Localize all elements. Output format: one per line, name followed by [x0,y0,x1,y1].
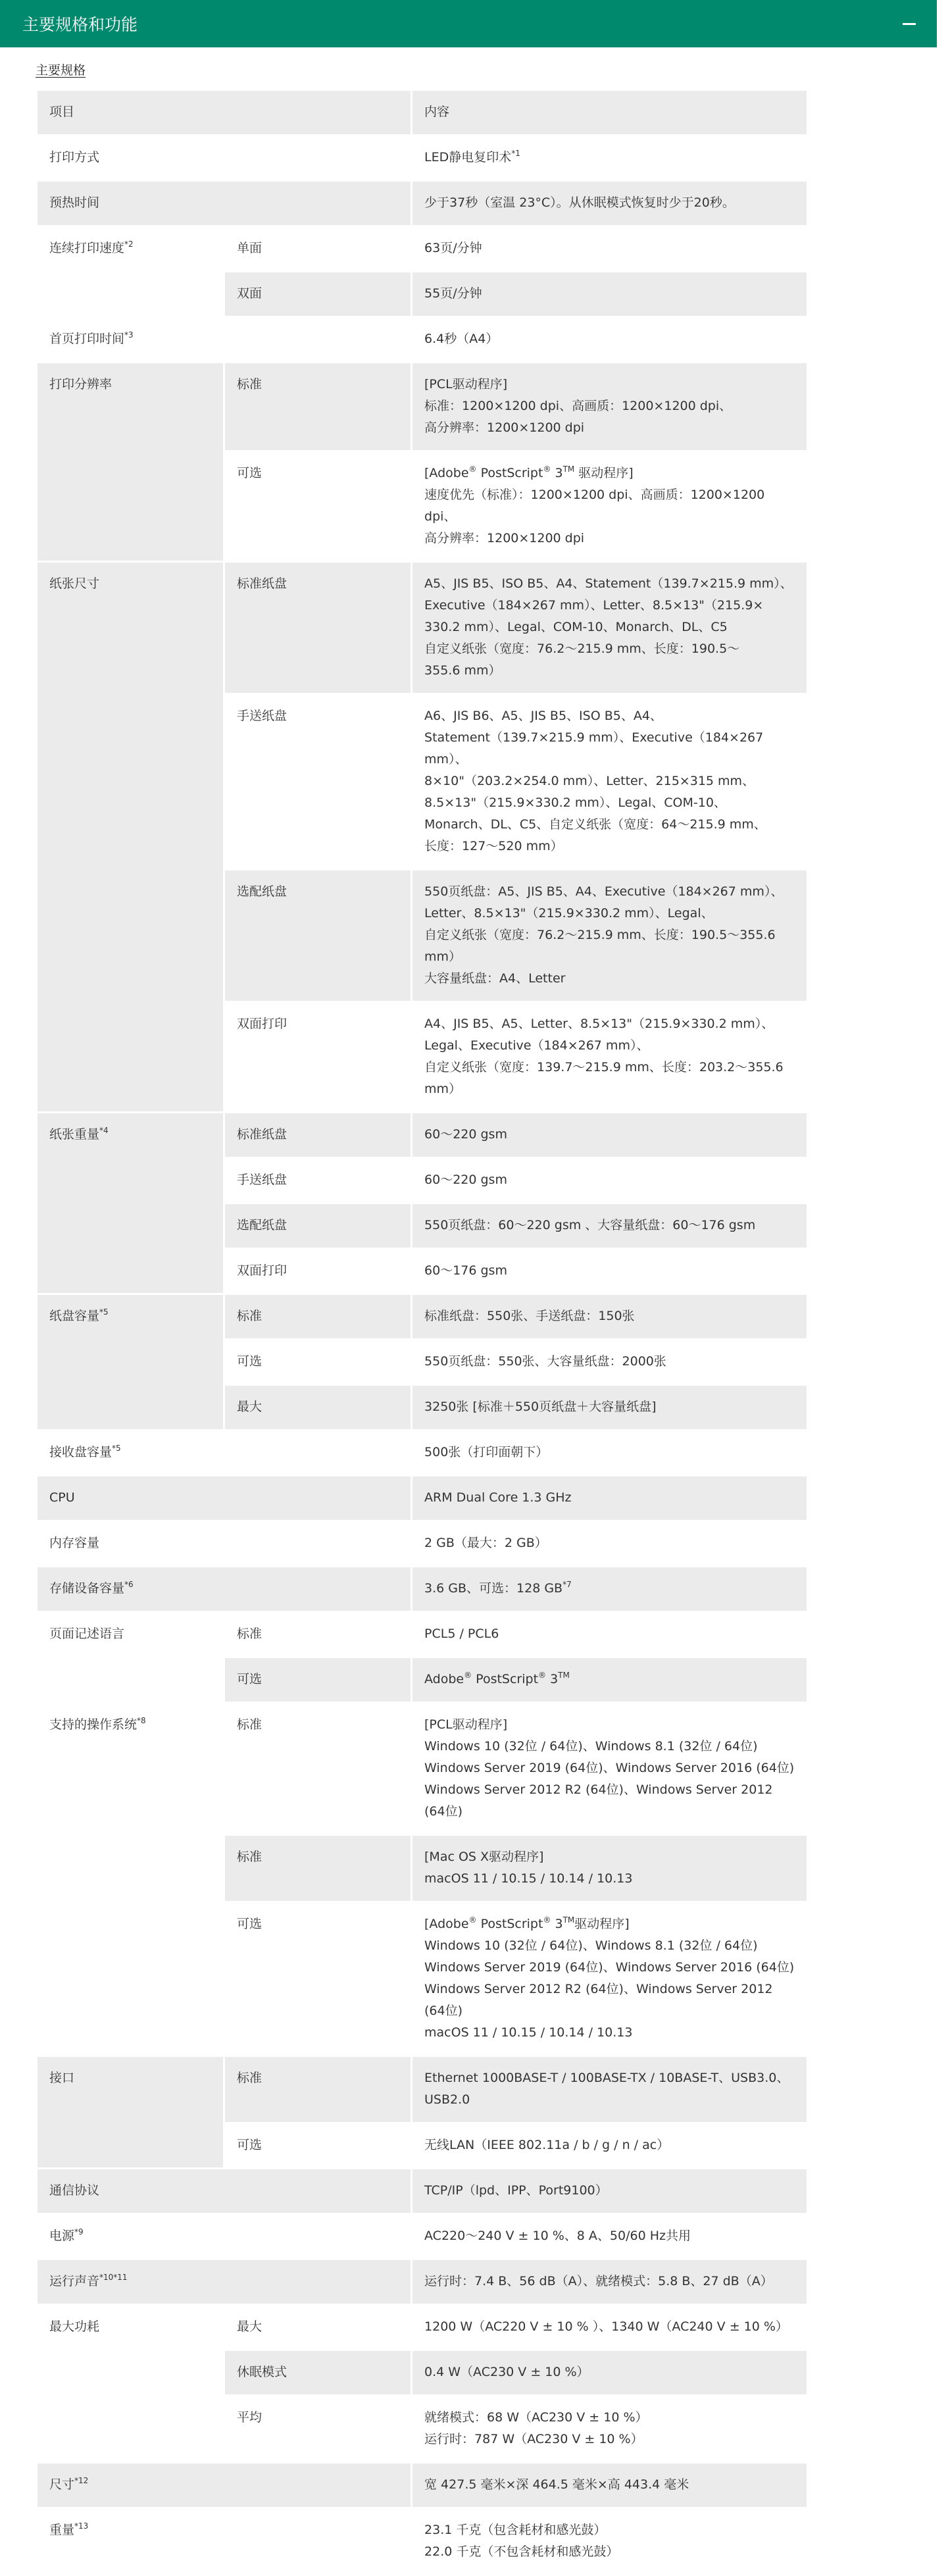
row-value: 60～220 gsm [412,1113,808,1158]
row-value: 60～220 gsm [412,1158,808,1203]
row-sublabel: 标准纸盘 [224,562,412,694]
row-sublabel: 标准 [224,363,412,451]
row-value: [PCL驱动程序] 标准：1200×1200 dpi、高画质：1200×1200 dpi、 高分辨率：1200×1200 dpi [412,363,808,451]
row-value: [Mac OS X驱动程序] macOS 11 / 10.15 / 10.14 / 10.13 [412,1835,808,1902]
row-value: [Adobe® PostScript® 3™驱动程序] Windows 10 (32位 / 64位)、Windows 8.1 (32位 / 64位) Windows Server 2019 (64位)、Windows Server 2016 (64位) Windows Server 2012 R2 (64位)、Windows Server 2012 (64位) macOS 11 / 10.15 / 10.14 / 10.13 [412,1902,808,2056]
row-label: 存储设备容量$^{*6}$ [37,1567,412,1612]
row-value: ARM Dual Core 1.3 GHz [412,1476,808,1521]
row-value: 550页纸盘：60～220 gsm 、大容量纸盘：60～176 gsm [412,1203,808,1249]
row-value: 1200 W（AC220 V ± 10 % ）、1340 W（AC240 V ± 10 %） [412,2305,808,2350]
row-value: Ethernet 1000BASE-T / 100BASE-TX / 10BASE-T、USB3.0、 USB2.0 [412,2056,808,2123]
row-label: 纸张尺寸 [37,562,224,1113]
table-row [37,1294,808,1340]
table-row [37,1703,808,1835]
row-value: [Adobe® PostScript® 3™ 驱动程序] 速度优先（标准）：1200×1200 dpi、高画质：1200×1200 dpi、 高分辨率：1200×1200 dpi [412,451,808,562]
row-value: 60～176 gsm [412,1249,808,1294]
row-label: 最大功耗 [37,2305,224,2463]
row-sublabel: 休眠模式 [224,2350,412,2396]
table-header-row [37,90,808,136]
row-label: 预热时间 [37,181,412,226]
row-value: 23.1 千克（包含耗材和感光鼓） 22.0 千克（不包含耗材和感光鼓） [412,2508,808,2575]
row-sublabel: 标准 [224,1703,412,1835]
spec-table [36,89,809,2576]
header-content: 内容 [412,90,808,136]
table-row [37,136,808,181]
table-row [37,1612,808,1657]
row-value: PCL5 / PCL6 [412,1612,808,1657]
table-row [37,1113,808,1158]
row-label: 尺寸$^{*12}$ [37,2463,412,2508]
row-sublabel: 可选 [224,2123,412,2169]
row-value: A4、JIS B5、A5、Letter、8.5×13"（215.9×330.2 mm）、 Legal、Executive（184×267 mm）、 自定义纸张（宽度：139.7～215.9 mm、长度：203.2～355.6 mm） [412,1002,808,1113]
row-value: 63页/分钟 [412,226,808,272]
row-value: 550页纸盘：550张、大容量纸盘：2000张 [412,1340,808,1385]
row-value: 55页/分钟 [412,272,808,317]
row-sublabel: 标准 [224,1612,412,1657]
row-label: 打印分辨率 [37,363,224,562]
row-value: 3250张 [标准＋550页纸盘＋大容量纸盘] [412,1385,808,1430]
table-row [37,562,808,694]
row-value: 3.6 GB、可选：128 GB$^{*7}$ [412,1567,808,1612]
row-value: A6、JIS B6、A5、JIS B5、ISO B5、A4、 Statement（139.7×215.9 mm）、Executive（184×267 mm）、 8×10"（203.2×254.0 mm）、Letter、215×315 mm、 8.5×13"（215.9×330.2 mm）、Legal、COM-10、 Monarch、DL、C5、自定义纸张（宽度：64～215.9 mm、 长度：127～520 mm） [412,694,808,870]
table-row [37,1430,808,1476]
row-label: 首页打印时间$^{*3}$ [37,317,412,363]
row-label: 纸张重量$^{*4}$ [37,1113,224,1294]
row-sublabel: 最大 [224,1385,412,1430]
row-label: 重量$^{*13}$ [37,2508,412,2575]
row-sublabel: 标准 [224,1294,412,1340]
table-row [37,2305,808,2350]
row-value: 2 GB（最大：2 GB） [412,1521,808,1567]
row-sublabel: 手送纸盘 [224,694,412,870]
spec-subtitle: 主要规格 [36,63,86,78]
table-row [37,2508,808,2575]
row-label: 连续打印速度$^{*2}$ [37,226,224,317]
table-row [37,363,808,451]
row-label: 支持的操作系统$^{*8}$ [37,1703,224,2056]
row-label: 纸盘容量$^{*5}$ [37,1294,224,1430]
row-sublabel: 双面打印 [224,1002,412,1113]
table-row [37,1476,808,1521]
row-sublabel: 标准纸盘 [224,1113,412,1158]
row-sublabel: 最大 [224,2305,412,2350]
row-label: 电源$^{*9}$ [37,2214,412,2260]
table-row [37,1567,808,1612]
row-value: 少于37秒（室温 23°C）。从休眠模式恢复时少于20秒。 [412,181,808,226]
row-value: Adobe® PostScript® 3™ [412,1657,808,1703]
row-label: 内存容量 [37,1521,412,1567]
table-row [37,317,808,363]
row-value: LED静电复印术$^{*1}$ [412,136,808,181]
row-value: 就绪模式：68 W（AC230 V ± 10 %） 运行时：787 W（AC230 V ± 10 %） [412,2396,808,2463]
row-sublabel: 标准 [224,1835,412,1902]
row-sublabel: 可选 [224,1657,412,1703]
row-label: 页面记述语言 [37,1612,224,1703]
row-sublabel: 标准 [224,2056,412,2123]
row-sublabel: 双面打印 [224,1249,412,1294]
table-row [37,181,808,226]
row-sublabel: 双面 [224,272,412,317]
row-value: 550页纸盘：A5、JIS B5、A4、Executive（184×267 mm）、 Letter、8.5×13"（215.9×330.2 mm）、Legal、 自定义纸张（宽度：76.2～215.9 mm、长度：190.5～355.6 mm） 大容量纸盘：A4、Letter [412,870,808,1002]
row-sublabel: 选配纸盘 [224,1203,412,1249]
row-sublabel: 可选 [224,451,412,562]
row-value: 无线LAN（IEEE 802.11a / b / g / n / ac） [412,2123,808,2169]
row-sublabel: 可选 [224,1340,412,1385]
row-value: 标准纸盘：550张、手送纸盘：150张 [412,1294,808,1340]
row-value: 运行时：7.4 B、56 dB（A）、就绪模式：5.8 B、27 dB（A） [412,2260,808,2305]
row-label: 运行声音$^{*10*11}$ [37,2260,412,2305]
row-value: 500张（打印面朝下） [412,1430,808,1476]
collapse-icon[interactable] [896,11,922,37]
row-label: 接收盘容量$^{*5}$ [37,1430,412,1476]
table-row [37,2214,808,2260]
row-label: 通信协议 [37,2169,412,2214]
row-sublabel: 平均 [224,2396,412,2463]
row-value: AC220～240 V ± 10 %、8 A、50/60 Hz共用 [412,2214,808,2260]
row-value: 6.4秒（A4） [412,317,808,363]
row-value: TCP/IP（lpd、IPP、Port9100） [412,2169,808,2214]
table-row [37,1521,808,1567]
row-value: [PCL驱动程序] Windows 10 (32位 / 64位)、Windows 8.1 (32位 / 64位) Windows Server 2019 (64位)、Windows Server 2016 (64位) Windows Server 2012 R2 (64位)、Windows Server 2012 (64位) [412,1703,808,1835]
row-sublabel: 单面 [224,226,412,272]
row-value: 宽 427.5 毫米×深 464.5 毫米×高 443.4 毫米 [412,2463,808,2508]
row-label: 打印方式 [37,136,412,181]
row-value: A5、JIS B5、ISO B5、A4、Statement（139.7×215.9 mm）、 Executive（184×267 mm）、Letter、8.5×13"（215.9× 330.2 mm）、Legal、COM-10、Monarch、DL、C5 自定义纸张（宽度：76.2～215.9 mm、长度：190.5～ 355.6 mm） [412,562,808,694]
table-row [37,2169,808,2214]
row-sublabel: 手送纸盘 [224,1158,412,1203]
table-row [37,2463,808,2508]
header-item: 项目 [37,90,412,136]
table-row [37,2056,808,2123]
table-row [37,2260,808,2305]
table-row [37,226,808,272]
row-label: CPU [37,1476,412,1521]
section-header[interactable] [0,0,937,47]
row-sublabel: 可选 [224,1902,412,2056]
row-label: 接口 [37,2056,224,2169]
row-value: 0.4 W（AC230 V ± 10 %） [412,2350,808,2396]
section-title: 主要规格和功能 [22,15,138,34]
row-sublabel: 选配纸盘 [224,870,412,1002]
